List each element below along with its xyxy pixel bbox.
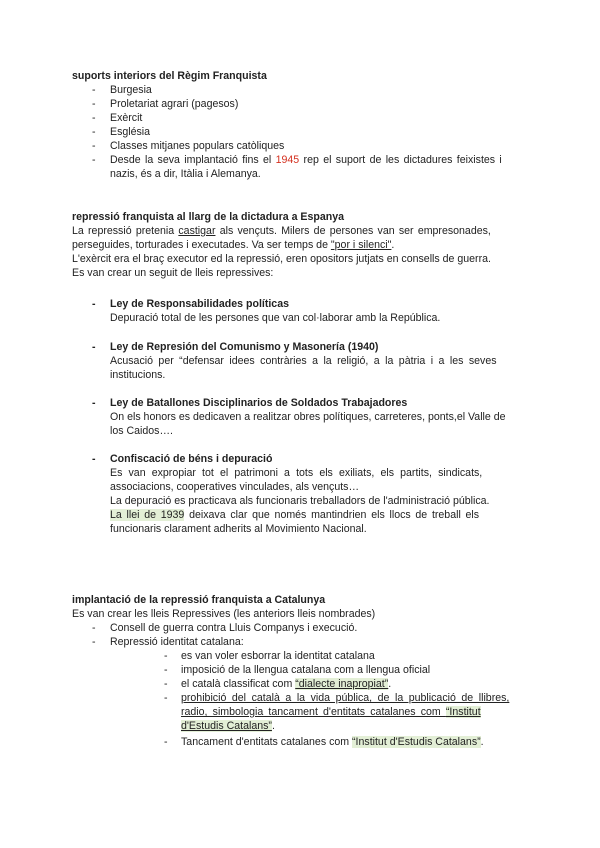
law-text: associacions, cooperatives vinculades, als vençuts… <box>110 481 360 493</box>
paragraph: Es van crear un seguit de lleis repressives: <box>72 267 274 279</box>
highlight-iec: “Institut d'Estudis Catalans” <box>352 736 481 748</box>
list-item-text: Exèrcit <box>110 112 143 124</box>
dash-bullet: - <box>92 98 96 110</box>
underlined-quote: "por i silenci" <box>330 239 392 251</box>
highlight-llei-1939: La llei de 1939 <box>110 509 185 521</box>
dash-bullet: - <box>164 736 168 748</box>
law-text: institucions. <box>110 369 166 381</box>
law-text: Acusació per “defensar idees contràries a la religió, a la pàtria i a les seves <box>110 355 497 367</box>
dash-bullet: - <box>92 453 96 465</box>
highlight-estudis: d'Estudis Catalans” <box>181 720 272 732</box>
section-title-catalunya: implantació de la repressió franquista a Catalunya <box>72 594 326 606</box>
dash-bullet: - <box>164 678 168 690</box>
dash-bullet: - <box>92 622 96 634</box>
highlight-institut: “Institut <box>445 706 481 718</box>
sub-item-text-cont: d'Estudis Catalans”. <box>181 720 275 732</box>
dash-bullet: - <box>164 692 168 704</box>
law-title: Confiscació de béns i depuració <box>110 453 273 465</box>
paragraph-cont: perseguides, torturades i executades. Va ser temps de "por i silenci". <box>72 239 395 251</box>
list-item-text: Burgesia <box>110 84 152 96</box>
dash-bullet: - <box>92 126 96 138</box>
sub-item-text-cont: radio, simbologia tancament d'entitats catalanes com “Institut <box>181 706 481 718</box>
dash-bullet: - <box>92 397 96 409</box>
dash-bullet: - <box>164 664 168 676</box>
list-item-text: Repressió identitat catalana: <box>110 636 244 648</box>
dash-bullet: - <box>92 84 96 96</box>
sub-item-text: el català classificat com “dialecte inapropiat”. <box>181 678 392 690</box>
list-item-text: Classes mitjanes populars catòliques <box>110 140 285 152</box>
list-item-text: Església <box>110 126 151 138</box>
law-title: Ley de Responsabilidades políticas <box>110 298 289 310</box>
paragraph: La repressió pretenia castigar als vençuts. Milers de persones van ser empresonades, <box>72 225 491 237</box>
section-title-repressio: repressió franquista al llarg de la dictadura a Espanya <box>72 211 345 223</box>
law-text: funcionaris clarament adherits al Movimiento Nacional. <box>110 523 367 535</box>
paragraph: Es van crear les lleis Repressives (les anteriors lleis nombrades) <box>72 608 376 620</box>
dash-bullet: - <box>92 140 96 152</box>
law-text: La llei de 1939 deixava clar que només mantindrien els llocs de treball els <box>110 509 480 521</box>
law-text: On els honors es dedicaven a realitzar obres polítiques, carreteres, ponts,el Valle de <box>110 411 506 423</box>
underlined-word: castigar <box>178 225 216 237</box>
dash-bullet: - <box>92 341 96 353</box>
list-item-text-cont: nazis, és a dir, Itàlia i Alemanya. <box>110 168 261 180</box>
law-title: Ley de Represión del Comunismo y Masonería (1940) <box>110 341 379 353</box>
law-text: los Caidos…. <box>110 425 173 437</box>
sub-item-text: prohibició del català a la vida pública, de la publicació de llibres, <box>181 692 510 704</box>
year-1945: 1945 <box>275 154 300 166</box>
law-text: La depuració es practicava als funcionaris treballadors de l'administració pública. <box>110 495 490 507</box>
list-item-text: Consell de guerra contra Lluis Companys i execució. <box>110 622 358 634</box>
sub-item-text: Tancament d'entitats catalanes com “Institut d'Estudis Catalans”. <box>181 736 484 748</box>
list-item-text: Desde la seva implantació fins el 1945 rep el suport de les dictadures feixistes i <box>110 154 502 166</box>
paragraph: L'exèrcit era el braç executor ed la repressió, eren opositors jutjats en consells de guerra. <box>72 253 491 265</box>
list-item-text: Proletariat agrari (pagesos) <box>110 98 239 110</box>
law-text: Es van expropiar tot el patrimoni a tots els exiliats, els partits, sindicats, <box>110 467 483 479</box>
dash-bullet: - <box>164 650 168 662</box>
law-text: Depuració total de les persones que van col·laborar amb la República. <box>110 312 441 324</box>
section-title-suports: suports interiors del Règim Franquista <box>72 70 267 82</box>
dash-bullet: - <box>92 154 96 166</box>
dash-bullet: - <box>92 112 96 124</box>
sub-item-text: imposició de la llengua catalana com a llengua oficial <box>181 664 431 676</box>
highlight-dialecte: “dialecte inapropiat” <box>295 678 389 690</box>
law-title: Ley de Batallones Disciplinarios de Soldados Trabajadores <box>110 397 408 409</box>
dash-bullet: - <box>92 298 96 310</box>
sub-item-text: es van voler esborrar la identitat catalana <box>181 650 375 662</box>
dash-bullet: - <box>92 636 96 648</box>
